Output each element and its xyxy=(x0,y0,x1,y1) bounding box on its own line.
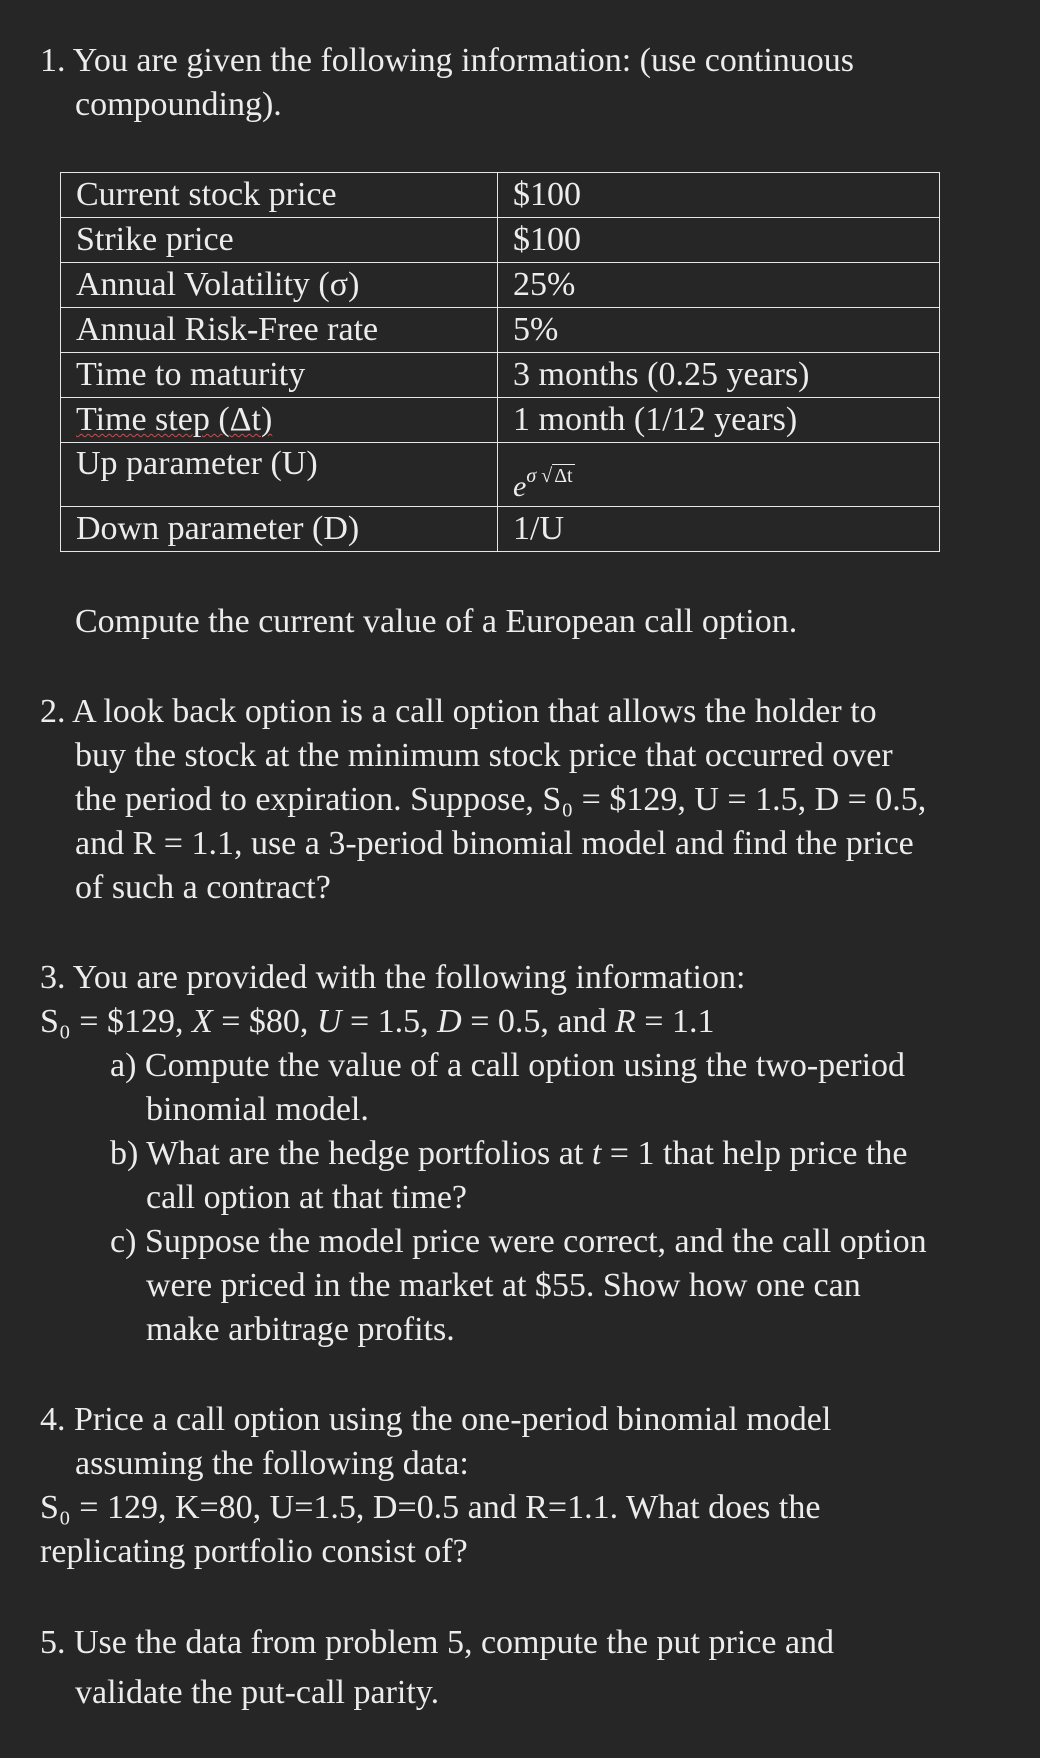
q2-line-3: the period to expiration. Suppose, S₀ = $129, U = 1.5, D = 0.5, xyxy=(75,781,927,818)
table-row xyxy=(61,507,940,552)
q4-line-2: assuming the following data: xyxy=(75,1445,469,1482)
time-step-label: Time step (Δt) xyxy=(76,401,273,438)
q4-line-1: 4. Price a call option using the one-period binomial model xyxy=(40,1401,832,1438)
table-cell-value xyxy=(498,443,940,507)
q3-part-c-line-1: c) Suppose the model price were correct, and the call option xyxy=(110,1223,927,1260)
q3-part-a-line-2: binomial model. xyxy=(146,1091,369,1128)
table-cell-label: Time to maturity xyxy=(61,353,498,398)
up-parameter-formula: $e^{\sigma √ \Delta t}$ xyxy=(513,464,573,503)
q1-line-2: compounding). xyxy=(75,86,282,123)
table-cell-label xyxy=(61,398,498,443)
q3-part-b-line-1: b) What are the hedge portfolios at t = 1 that help price the xyxy=(110,1135,908,1172)
q2-line-5: of such a contract? xyxy=(75,869,331,906)
q2-line-1: 2. A look back option is a call option that allows the holder to xyxy=(40,693,877,730)
table-cell-value: 3 months (0.25 years) xyxy=(498,353,940,398)
q3-part-c-line-2: were priced in the market at $55. Show how one can xyxy=(146,1267,861,1304)
q1-info-table xyxy=(60,172,940,552)
table-cell-label: Annual Volatility (σ) xyxy=(61,263,498,308)
table-row xyxy=(61,443,940,507)
q4-line-3: S₀ = 129, K=80, U=1.5, D=0.5 and R=1.1. What does the xyxy=(40,1489,821,1526)
q3-part-a-line-1: a) Compute the value of a call option using the two-period xyxy=(110,1047,906,1084)
table-row xyxy=(61,353,940,398)
table-cell-value: 5% xyxy=(498,308,940,353)
q3-given: S₀ = $129, X = $80, U = 1.5, D = 0.5, and R = 1.1 xyxy=(40,1003,715,1040)
table-row xyxy=(61,308,940,353)
q3-line-1: 3. You are provided with the following information: xyxy=(40,959,746,996)
table-row xyxy=(61,173,940,218)
q2-line-2: buy the stock at the minimum stock price that occurred over xyxy=(75,737,893,774)
table-cell-label: Up parameter (U) xyxy=(61,443,498,507)
q1-task: Compute the current value of a European call option. xyxy=(75,603,798,640)
q5-line-2: validate the put-call parity. xyxy=(75,1674,440,1711)
table-cell-value: $100 xyxy=(498,173,940,218)
table-cell-label: Strike price xyxy=(61,218,498,263)
table-cell-value: 1/U xyxy=(498,507,940,552)
q5-line-1: 5. Use the data from problem 5, compute the put price and xyxy=(40,1624,835,1661)
table-cell-label: Current stock price xyxy=(61,173,498,218)
table-row xyxy=(61,263,940,308)
table-cell-label: Annual Risk-Free rate xyxy=(61,308,498,353)
q1-line-1: 1. You are given the following information: (use continuous xyxy=(40,42,855,79)
table-row xyxy=(61,218,940,263)
table-cell-label: Down parameter (D) xyxy=(61,507,498,552)
table-cell-value: $100 xyxy=(498,218,940,263)
q3-part-c-line-3: make arbitrage profits. xyxy=(146,1311,455,1348)
q4-line-4: replicating portfolio consist of? xyxy=(40,1533,468,1570)
q3-part-b-line-2: call option at that time? xyxy=(146,1179,468,1216)
table-cell-value: 25% xyxy=(498,263,940,308)
q2-line-4: and R = 1.1, use a 3-period binomial model and find the price xyxy=(75,825,914,862)
table-row xyxy=(61,398,940,443)
table-cell-value: 1 month (1/12 years) xyxy=(498,398,940,443)
